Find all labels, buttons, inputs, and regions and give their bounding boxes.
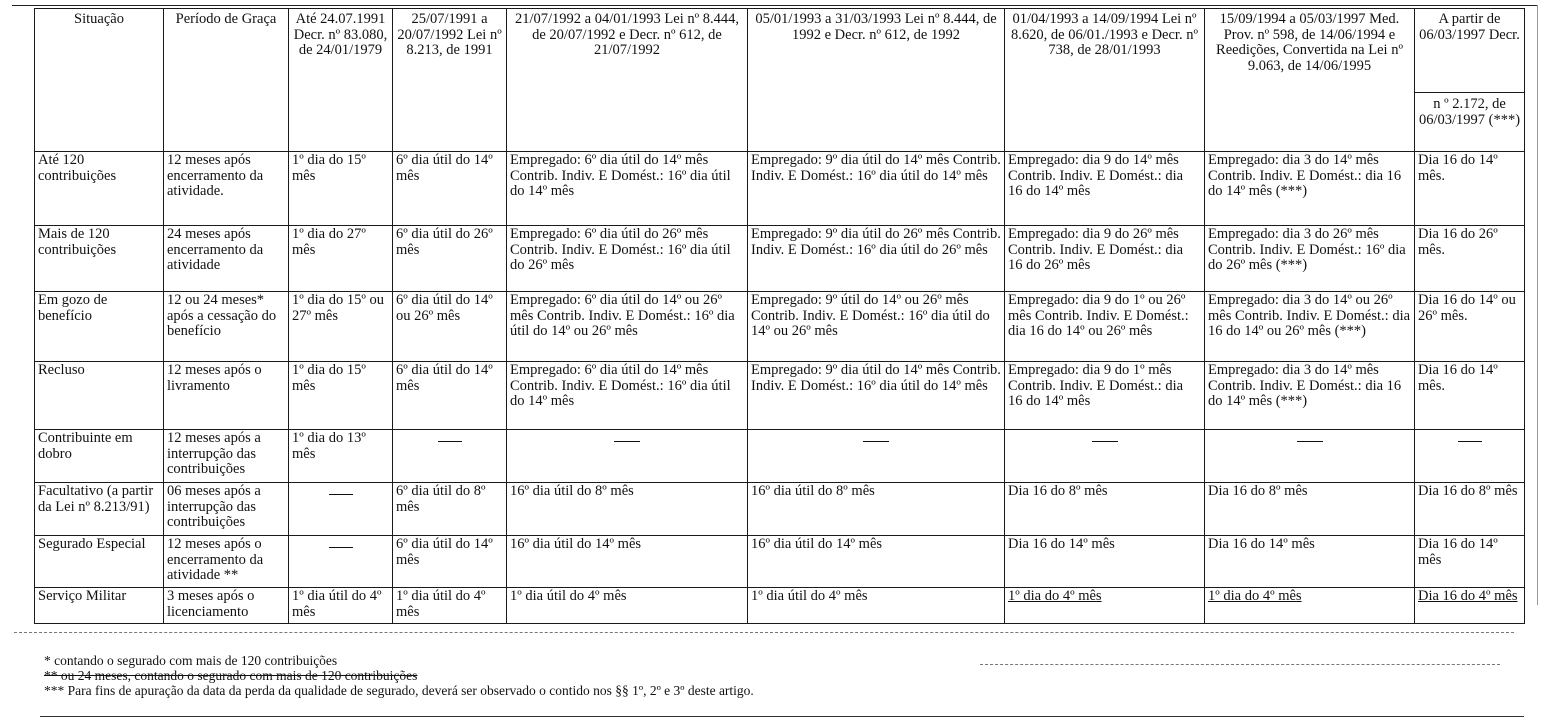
scan-noise-line xyxy=(14,632,1514,633)
cell-c3: Empregado: 6º dia útil do 14º mês Contrib. Indiv. E Domést.: 16º dia útil do 14º mês xyxy=(507,362,748,430)
dash-empty-mark xyxy=(1297,441,1323,442)
scan-edge-line xyxy=(1537,5,1538,605)
cell-c7: Dia 16 do 8º mês xyxy=(1415,483,1525,536)
header-1992-1993: 21/07/1992 a 04/01/1993 Lei nº 8.444, de 20/07/1992 e Decr. nº 612, de 21/07/1992 xyxy=(507,9,748,152)
cell-periodo: 12 meses após a interrupção das contribuições xyxy=(164,430,289,483)
cell-c1-empty xyxy=(289,536,393,588)
table-row xyxy=(35,483,1525,536)
scan-noise-line xyxy=(980,664,1500,665)
table-row xyxy=(35,588,1525,624)
cell-situacao: Facultativo (a partir da Lei nº 8.213/91) xyxy=(35,483,164,536)
cell-c7: Dia 16 do 14º ou 26º mês. xyxy=(1415,292,1525,362)
dash-empty-mark xyxy=(863,441,889,442)
header-row xyxy=(35,9,1525,152)
footnote-2: ** ou 24 meses, contando o segurado com mais de 120 contribuições xyxy=(44,668,418,683)
cell-situacao: Até 120 contribuições xyxy=(35,152,164,226)
cell-c5: 1º dia do 4º mês xyxy=(1005,588,1205,624)
cell-c6: Empregado: dia 3 do 14º mês Contrib. Indiv. E Domést.: dia 16 do 14º mês (***) xyxy=(1205,362,1415,430)
cell-periodo: 06 meses após a interrupção das contribuições xyxy=(164,483,289,536)
dash-empty-mark xyxy=(329,494,353,495)
header-last-bottom: n º 2.172, de 06/03/1997 (***) xyxy=(1418,96,1521,128)
cell-periodo: 12 meses após o encerramento da atividade ** xyxy=(164,536,289,588)
cell-c3: Empregado: 6º dia útil do 26º mês Contrib. Indiv. E Domést.: 16º dia útil do 26º mês xyxy=(507,226,748,292)
cell-c5-empty xyxy=(1005,430,1205,483)
cell-c6: Dia 16 do 8º mês xyxy=(1205,483,1415,536)
cell-c5: Empregado: dia 9 do 1º ou 26º mês Contrib. Indiv. E Domést.: dia 16 do 14º ou 26º mês xyxy=(1005,292,1205,362)
table-row xyxy=(35,292,1525,362)
cell-c7: Dia 16 do 14º mês xyxy=(1415,536,1525,588)
cell-c2: 6º dia útil do 8º mês xyxy=(393,483,507,536)
table-row xyxy=(35,536,1525,588)
header-ate-1991: Até 24.07.1991 Decr. nº 83.080, de 24/01/1979 xyxy=(289,9,393,152)
cell-c1: 1º dia do 27º mês xyxy=(289,226,393,292)
header-jan-mar-1993: 05/01/1993 a 31/03/1993 Lei nº 8.444, de 1992 e Decr. nº 612, de 1992 xyxy=(748,9,1005,152)
header-1993-1994: 01/04/1993 a 14/09/1994 Lei nº 8.620, de 06/01./1993 e Decr. nº 738, de 28/01/1993 xyxy=(1005,9,1205,152)
cell-c1-empty xyxy=(289,483,393,536)
cell-c1: 1º dia do 15º mês xyxy=(289,152,393,226)
dash-empty-mark xyxy=(438,441,462,442)
cell-situacao: Contribuinte em dobro xyxy=(35,430,164,483)
cell-situacao: Recluso xyxy=(35,362,164,430)
header-last-top: A partir de 06/03/1997 Decr. xyxy=(1415,9,1524,93)
cell-c3: 16º dia útil do 8º mês xyxy=(507,483,748,536)
cell-c4: Empregado: 9º dia útil do 14º mês Contrib. Indiv. E Domést.: 16º dia útil do 14º mês xyxy=(748,152,1005,226)
cell-situacao: Serviço Militar xyxy=(35,588,164,624)
cell-c7: Dia 16 do 4º mês xyxy=(1415,588,1525,624)
cell-c7: Dia 16 do 14º mês. xyxy=(1415,152,1525,226)
cell-c4: 16º dia útil do 8º mês xyxy=(748,483,1005,536)
cell-c5: Empregado: dia 9 do 14º mês Contrib. Indiv. E Domést.: dia 16 do 14º mês xyxy=(1005,152,1205,226)
header-a-partir-1997 xyxy=(1415,9,1525,152)
cell-c7-empty xyxy=(1415,430,1525,483)
cell-c2: 6º dia útil do 14º mês xyxy=(393,536,507,588)
page-bottom-rule xyxy=(40,716,1524,717)
cell-c2-empty xyxy=(393,430,507,483)
cell-c2: 6º dia útil do 14º mês xyxy=(393,152,507,226)
header-situacao: Situação xyxy=(35,9,164,152)
cell-c6: Empregado: dia 3 do 14º mês Contrib. Indiv. E Domést.: dia 16 do 14º mês (***) xyxy=(1205,152,1415,226)
cell-c5: Empregado: dia 9 do 26º mês Contrib. Indiv. E Domést.: dia 16 do 26º mês xyxy=(1005,226,1205,292)
cell-c3-empty xyxy=(507,430,748,483)
cell-periodo: 24 meses após encerramento da atividade xyxy=(164,226,289,292)
cell-c4: 16º dia útil do 14º mês xyxy=(748,536,1005,588)
footnote-1: * contando o segurado com mais de 120 contribuições xyxy=(44,653,338,668)
table-row xyxy=(35,226,1525,292)
cell-c4: Empregado: 9º útil do 14º ou 26º mês Contrib. Indiv. E Domést.: 16º dia útil do 14º ou 26º mês xyxy=(748,292,1005,362)
dash-empty-mark xyxy=(614,441,640,442)
cell-c2: 6º dia útil do 14º ou 26º mês xyxy=(393,292,507,362)
dash-empty-mark xyxy=(1458,441,1482,442)
cell-c2: 6º dia útil do 26º mês xyxy=(393,226,507,292)
cell-c1: 1º dia útil do 4º mês xyxy=(289,588,393,624)
cell-situacao: Em gozo de benefício xyxy=(35,292,164,362)
footnotes xyxy=(44,653,754,698)
header-1991-1992: 25/07/1991 a 20/07/1992 Lei nº 8.213, de 1991 xyxy=(393,9,507,152)
header-periodo-graca: Período de Graça xyxy=(164,9,289,152)
cell-c6: Dia 16 do 14º mês xyxy=(1205,536,1415,588)
cell-c2: 1º dia útil do 4º mês xyxy=(393,588,507,624)
cell-c1: 1º dia do 15º ou 27º mês xyxy=(289,292,393,362)
cell-c4: Empregado: 9º dia útil do 14º mês Contrib. Indiv. E Domést.: 16º dia útil do 14º mês xyxy=(748,362,1005,430)
cell-periodo: 3 meses após o licenciamento xyxy=(164,588,289,624)
cell-c6-empty xyxy=(1205,430,1415,483)
cell-c6: 1º dia do 4º mês xyxy=(1205,588,1415,624)
cell-situacao: Segurado Especial xyxy=(35,536,164,588)
cell-c6: Empregado: dia 3 do 26º mês Contrib. Indiv. E Domést.: 16º dia do 26º mês (***) xyxy=(1205,226,1415,292)
cell-c5: Empregado: dia 9 do 1º mês Contrib. Indiv. E Domést.: dia 16 do 14º mês xyxy=(1005,362,1205,430)
dash-empty-mark xyxy=(329,547,353,548)
cell-periodo: 12 meses após encerramento da atividade. xyxy=(164,152,289,226)
cell-c4: 1º dia útil do 4º mês xyxy=(748,588,1005,624)
footnote-3: *** Para fins de apuração da data da perda da qualidade de segurado, deverá ser observado o contido nos §§ 1º, 2º e 3º deste artigo. xyxy=(44,683,754,698)
table-row xyxy=(35,152,1525,226)
cell-c6: Empregado: dia 3 do 14º ou 26º mês Contrib. Indiv. E Domést.: dia 16 do 14º ou 26º mês (***) xyxy=(1205,292,1415,362)
cell-periodo: 12 meses após o livramento xyxy=(164,362,289,430)
cell-c3: 16º dia útil do 14º mês xyxy=(507,536,748,588)
cell-c5: Dia 16 do 8º mês xyxy=(1005,483,1205,536)
cell-c1: 1º dia do 13º mês xyxy=(289,430,393,483)
grace-period-table xyxy=(34,8,1525,624)
dash-empty-mark xyxy=(1092,441,1118,442)
cell-c4-empty xyxy=(748,430,1005,483)
cell-c2: 6º dia útil do 14º mês xyxy=(393,362,507,430)
cell-c4: Empregado: 9º dia útil do 26º mês Contrib. Indiv. E Domést.: 16º dia útil do 26º mês xyxy=(748,226,1005,292)
header-1994-1997: 15/09/1994 a 05/03/1997 Med. Prov. nº 598, de 14/06/1994 e Reedições, Convertida na Lei nº 9.063, de 14/06/1995 xyxy=(1205,9,1415,152)
cell-c7: Dia 16 do 14º mês. xyxy=(1415,362,1525,430)
cell-c3: Empregado: 6º dia útil do 14º mês Contrib. Indiv. E Domést.: 16º dia útil do 14º mês xyxy=(507,152,748,226)
cell-situacao: Mais de 120 contribuições xyxy=(35,226,164,292)
cell-c7: Dia 16 do 26º mês. xyxy=(1415,226,1525,292)
cell-c3: 1º dia útil do 4º mês xyxy=(507,588,748,624)
cell-periodo: 12 ou 24 meses* após a cessação do benefício xyxy=(164,292,289,362)
cell-c3: Empregado: 6º dia útil do 14º ou 26º mês Contrib. Indiv. E Domést.: 16º dia útil do 14º ou 26º mês xyxy=(507,292,748,362)
page-top-rule xyxy=(12,5,1537,6)
table-row xyxy=(35,362,1525,430)
table-row xyxy=(35,430,1525,483)
cell-c5: Dia 16 do 14º mês xyxy=(1005,536,1205,588)
cell-c1: 1º dia do 15º mês xyxy=(289,362,393,430)
